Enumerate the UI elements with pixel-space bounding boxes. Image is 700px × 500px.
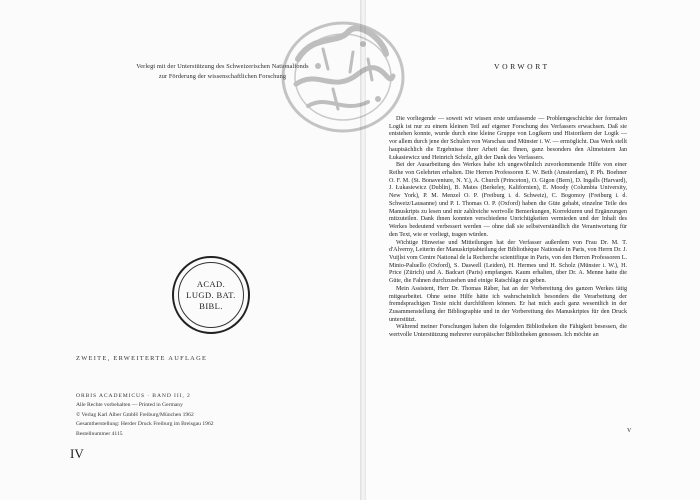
paragraph: Die vorliegende — soweit wir wissen erste umfassende — Problemgeschichte der formalen Logik ist nur zu einem kleinen Teil auf eigener Forschung des Verfassers erwachsen. Daß sie entstehen konnte, wurde durch eine kleine Gruppe von Logikern und Historikern der Logik — vor allem durch jene der Schulen von Warschau und Münster i. W. — ermöglicht. Das Werk stellt hauptsächlich die Ergebnisse ihrer Arbeit dar. Ihnen, ganz besonders den Altmeistern Jan Łukasiewicz und Heinrich Scholz, gilt der Dank des Verfassers.: [389, 116, 627, 161]
stamp-line: LUGD. BAT.: [186, 289, 236, 300]
edition-note: ZWEITE, ERWEITERTE AUFLAGE: [76, 355, 208, 362]
funding-line: zur Förderung der wissenschaftlichen Forschung: [158, 72, 287, 80]
stamp-line: ACAD.: [196, 278, 226, 289]
paragraph: Mein Assistent, Herr Dr. Thomas Räber, hat an der Vorbereitung des ganzen Werkes tätig mitgearbeitet. Ohne seine Hilfe hätte ich wahrscheinlich besonders die Verarbeitung der fremdsprachigen Texte nicht durchführen können. Er hat mich auch ganz wesentlich in der Zusammenstellung der Bibliographie und in der Vorbereitung des Manuskriptes für den Druck unterstützt.: [389, 285, 627, 323]
library-stamp: [172, 256, 250, 334]
imprint-line: Gesamtherstellung: Herder Druck Freiburg im Breisgau 1962: [76, 421, 214, 428]
funding-line: Verlegt mit der Unterstützung des Schweizerischen Nationalfonds: [136, 63, 309, 70]
paragraph: Während meiner Forschungen haben die folgenden Bibliotheken die Fähigkeit besessen, die wertvolle Unterstützung mehrerer europäischer Bibliotheken genossen. Ich möchte an: [389, 324, 627, 339]
preface-body: [389, 116, 627, 340]
imprint-block: [76, 392, 326, 439]
imprint-line: Alle Rechte vorbehalten — Printed in Germany: [76, 402, 183, 409]
right-page-number: V: [627, 428, 632, 434]
library-stamp-inner-ring: [178, 262, 244, 328]
paragraph: Bei der Ausarbeitung des Werkes habe ich ungewöhnlich zuvorkommende Hilfe von einer Reihe von Gelehrten erhalten. Die Herren Professoren E. W. Beth (Amsterdam), P. Ph. Boehner O. F. M. (St. Bonaventure, N. Y.), A. Church (Princeton), O. Gigon (Bern), D. Ingalls (Harvard), J. Łukasiewicz (Dublin), B. Mates (Berkeley, Kalifornien), E. Moody (Columbia University, New York), P. M. Menzel O. P. (Freiburg i. d. Schweiz), C. Bogomoy (Freiburg i. d. Schweiz/Lausanne) und P. I. Thomas O. P. (Oxford) haben die Güte gehabt, einzelne Teile des Manuskripts zu lesen und mir zahlreiche wertvolle Bemerkungen, Korrekturen und Ergänzungen mitzuteilen. Dank ihnen konnten verschiedene Unrichtigkeiten vermieden und der Inhalt des Werkes bedeutend verbessert werden — ohne daß sie selbstverständlich die Verantwortung für den Text, wie er vorliegt, tragen würden.: [389, 162, 627, 238]
chapter-heading: VORWORT: [494, 62, 550, 71]
series-line: ORBIS ACADEMICUS · BAND III, 2: [76, 393, 191, 399]
stamp-line: BIBL.: [199, 300, 223, 311]
imprint-line: © Verlag Karl Alber GmbH Freiburg/München 1962: [76, 411, 194, 418]
left-page-number: IV: [70, 446, 84, 461]
imprint-line: Bestellnummer 4115: [76, 430, 123, 437]
paragraph: Wichtige Hinweise und Mitteilungen hat der Verfasser außerdem von Frau Dr. M. T. d'Alverny, Leiterin der Manuskriptabteilung der Bibliothèque Nationale in Paris, von Herrn Dr. J. Vuijlst vom Centre National de la Recherche scientifique in Paris, von den Herren Professoren L. Minio-Paluello (Oxford), S. Daswell (Leiden), H. Hermes und H. Scholz (Münster i. W.), H. Price (Zürich) und A. Badcart (Paris) empfangen. Kaum erhalten, über Dr. A. Menne hatte die Güte, die Fahnen durchzusehen und einige Ratschläge zu geben.: [389, 239, 627, 285]
